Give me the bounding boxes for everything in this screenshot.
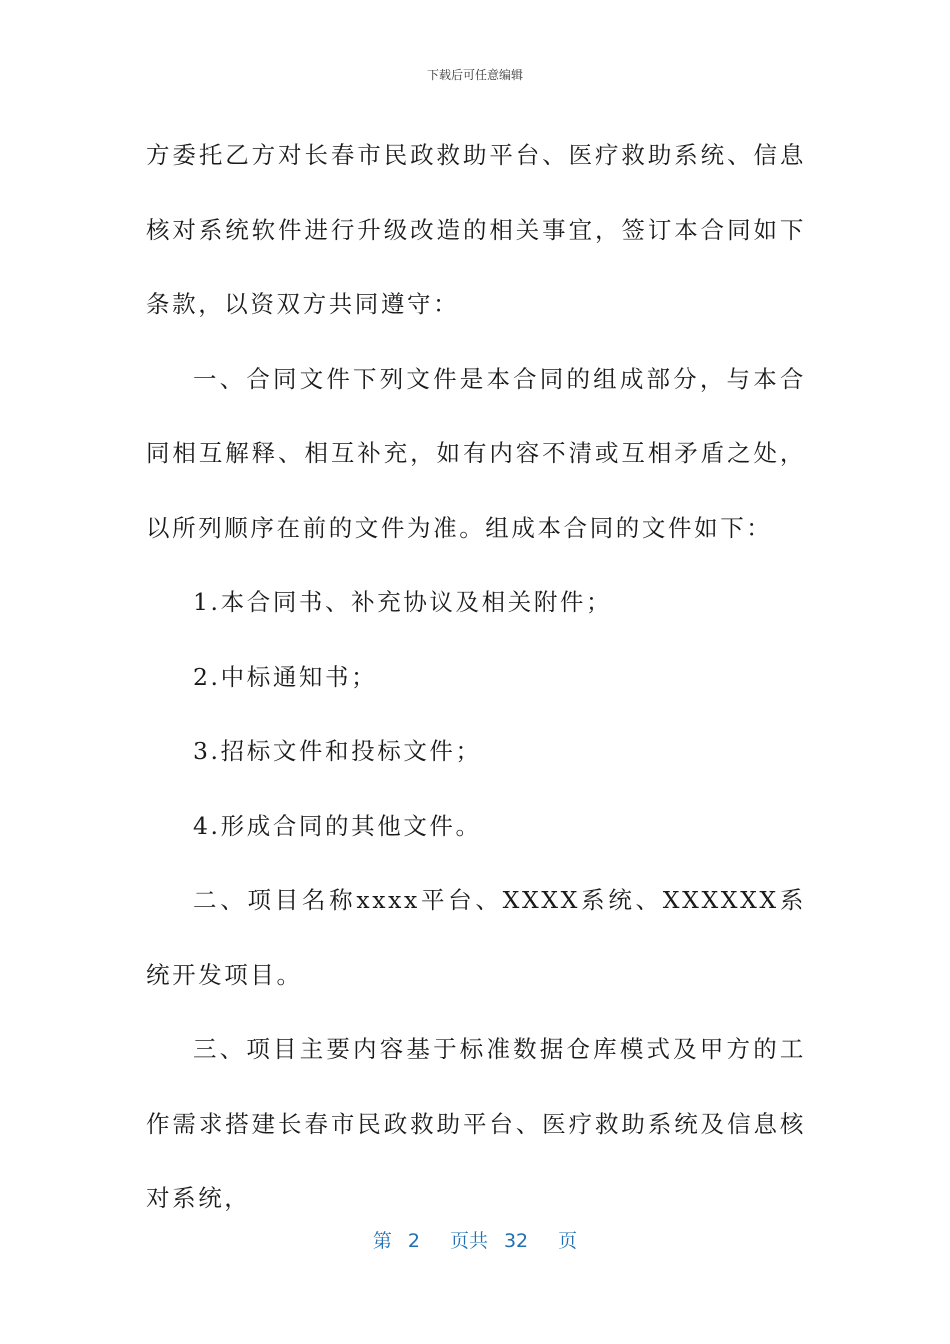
- list-item-3: 3.招标文件和投标文件；: [193, 737, 482, 765]
- footer-prefix: 第: [372, 1230, 392, 1252]
- paragraph-section-3: 三、项目主要内容基于标准数据仓库模式及甲方的工作需求搭建长春市民政救助平台、医疗救助系统及信息核对系统，: [146, 1035, 806, 1212]
- footer-mid: 页共: [449, 1230, 488, 1252]
- document-body: [146, 118, 806, 1236]
- total-pages-number: 32: [503, 1230, 529, 1252]
- current-page-number: 2: [407, 1230, 420, 1252]
- list-item-1: 1.本合同书、补充协议及相关附件；: [193, 588, 613, 616]
- paragraph-continuation: 方委托乙方对长春市民政救助平台、医疗救助系统、信息核对系统软件进行升级改造的相关事宜，签订本合同如下条款，以资双方共同遵守：: [146, 141, 806, 318]
- footer-suffix: 页: [558, 1230, 578, 1252]
- paragraph-section-2: 二、项目名称xxxx平台、XXXX系统、XXXXXX系统开发项目。: [146, 886, 806, 989]
- list-item-2: 2.中标通知书；: [193, 662, 378, 691]
- page-footer: [0, 1226, 950, 1253]
- list-item-4: 4.形成合同的其他文件。: [193, 811, 482, 840]
- page-header-note: 下载后可任意编辑: [426, 68, 523, 82]
- paragraph-section-1: 一、合同文件下列文件是本合同的组成部分，与本合同相互解释、相互补充，如有内容不清或互相矛盾之处，以所列顺序在前的文件为准。组成本合同的文件如下：: [146, 364, 806, 542]
